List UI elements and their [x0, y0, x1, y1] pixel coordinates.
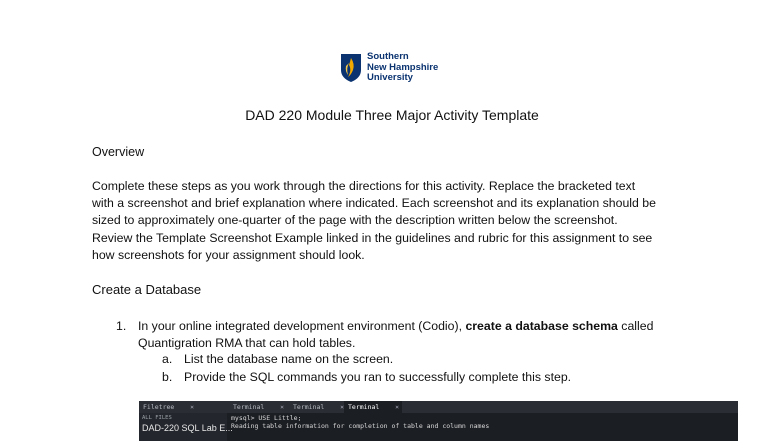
overview-line: how screenshots for your assignment should look. — [92, 247, 365, 262]
substep-b — [162, 369, 571, 385]
substep-a — [162, 351, 393, 367]
step-text-bold: create a database schema — [465, 319, 618, 333]
tab-label: Terminal — [293, 403, 325, 411]
overview-line: Review the Template Screenshot Example linked in the guidelines and rubric for this assignment to see — [92, 230, 653, 245]
file-tree-label: ALL FILES — [142, 415, 172, 421]
file-tree-item[interactable]: DAD-220 SQL Lab E... — [142, 423, 233, 433]
snhu-logo — [340, 52, 438, 84]
tab-label: Filetree — [143, 403, 175, 411]
codio-screenshot — [139, 401, 738, 441]
tab-filetree[interactable] — [139, 401, 197, 413]
substep-a-letter: a. — [162, 352, 173, 366]
terminal-line: mysql> USE Little; — [231, 414, 302, 422]
logo-line-1: Southern — [367, 51, 409, 62]
close-icon[interactable]: × — [395, 403, 399, 411]
step-text-before: In your online integrated development environment (Codio), — [138, 319, 466, 333]
logo-line-2: New Hampshire — [367, 61, 439, 73]
logo-wordmark — [367, 52, 438, 84]
document-title: DAD 220 Module Three Major Activity Template — [245, 107, 539, 123]
overview-line: sized to approximately one-quarter of the page with the description written below the screenshot. — [92, 213, 618, 228]
step-text — [138, 318, 678, 351]
overview-paragraph — [92, 178, 692, 264]
section-heading: Create a Database — [92, 282, 202, 297]
tab-label: Terminal — [233, 403, 265, 411]
step-number: 1. — [116, 319, 127, 333]
substep-a-text: List the database name on the screen. — [184, 352, 394, 366]
tab-label: Terminal — [348, 403, 380, 411]
close-icon[interactable]: × — [190, 403, 194, 411]
substep-b-letter: b. — [162, 370, 173, 384]
file-tree-panel — [139, 413, 233, 441]
step-text-line2: Quantigration RMA that can hold tables. — [138, 335, 356, 350]
overview-line: with a screenshot and brief explanation where indicated. Each screenshot and its explanation should be — [92, 196, 656, 211]
tab-terminal[interactable] — [289, 401, 347, 413]
logo-line-3: University — [367, 72, 413, 83]
terminal-output — [231, 415, 489, 430]
tab-terminal-active[interactable] — [344, 401, 402, 413]
terminal-line: Reading table information for completion of table and column names — [231, 421, 490, 430]
overview-heading: Overview — [92, 145, 145, 159]
close-icon[interactable]: × — [340, 403, 344, 411]
substep-b-text: Provide the SQL commands you ran to successfully complete this step. — [184, 370, 572, 384]
tab-terminal[interactable] — [229, 401, 287, 413]
overview-line: Complete these steps as you work through the directions for this activity. Replace the bracketed text — [92, 179, 636, 193]
tab-bar — [139, 401, 738, 413]
step-text-after: called — [617, 319, 654, 333]
close-icon[interactable]: × — [280, 403, 284, 411]
snhu-shield-icon — [340, 53, 362, 83]
